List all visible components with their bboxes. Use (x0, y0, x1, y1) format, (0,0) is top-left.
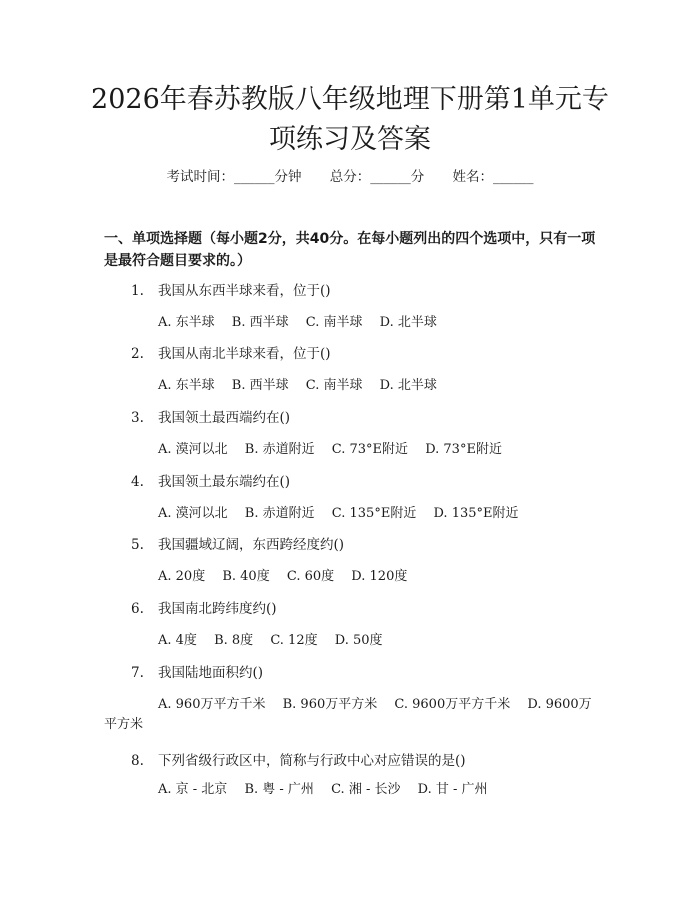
question-number: 6. (131, 601, 144, 617)
option-c[interactable]: C. 9600万平方千米 (394, 697, 511, 712)
option-d[interactable]: D. 甘 - 广州 (417, 782, 488, 797)
option-a[interactable]: A. 东半球 (158, 378, 215, 393)
option-a[interactable]: A. 漠河以北 (158, 442, 228, 457)
question-1-options (158, 313, 437, 333)
option-b[interactable]: B. 西半球 (231, 315, 289, 330)
question-number: 1. (131, 283, 144, 299)
option-a[interactable]: A. 京 - 北京 (158, 782, 228, 797)
question-2 (131, 344, 331, 364)
question-2-options (158, 376, 437, 396)
title-line-2: 项练习及答案 (269, 124, 431, 155)
title-line-1: 2026年春苏教版八年级地理下册第1单元专 (91, 84, 609, 115)
option-d[interactable]: D. 北半球 (379, 315, 437, 330)
question-text: 下列省级行政区中，简称与行政中心对应错误的是() (158, 753, 466, 769)
option-a[interactable]: A. 20度 (158, 569, 206, 584)
question-7 (131, 663, 263, 683)
section-heading-line-2: 是最符合题目要求的。） (104, 253, 251, 269)
option-d[interactable]: D. 135°E附近 (433, 506, 519, 521)
option-c[interactable]: C. 12度 (270, 633, 318, 648)
total-score: 总分：______分 (329, 169, 425, 185)
option-a[interactable]: A. 东半球 (158, 315, 215, 330)
option-c[interactable]: C. 湘 - 长沙 (331, 782, 401, 797)
question-text: 我国疆域辽阔，东西跨经度约() (158, 537, 345, 553)
option-b[interactable]: B. 赤道附近 (244, 442, 315, 457)
exam-meta (60, 167, 640, 187)
option-d[interactable]: D. 120度 (351, 569, 408, 584)
question-text: 我国南北跨纬度约() (158, 601, 277, 617)
option-a[interactable]: A. 漠河以北 (158, 506, 228, 521)
option-b[interactable]: B. 赤道附近 (244, 506, 315, 521)
section-heading-line-1: 一、单项选择题（每小题2分，共40分。在每小题列出的四个选项中，只有一项 (104, 231, 596, 247)
option-d[interactable]: D. 50度 (334, 633, 383, 648)
question-6 (131, 599, 277, 619)
option-d[interactable]: D. 73°E附近 (425, 442, 502, 457)
question-5 (131, 535, 344, 555)
question-4 (131, 472, 290, 492)
option-c[interactable]: C. 73°E附近 (331, 442, 409, 457)
question-1 (131, 281, 331, 301)
question-3 (131, 408, 290, 428)
question-6-options (158, 631, 383, 651)
question-number: 8. (131, 753, 144, 769)
page-title (60, 80, 640, 160)
question-number: 3. (131, 410, 144, 426)
option-b[interactable]: B. 粤 - 广州 (244, 782, 314, 797)
question-8-options (158, 780, 488, 800)
question-text: 我国从南北半球来看，位于() (158, 346, 331, 362)
question-4-options (158, 504, 519, 524)
option-a[interactable]: A. 4度 (158, 633, 197, 648)
question-number: 4. (131, 474, 144, 490)
option-c[interactable]: C. 南半球 (305, 378, 363, 393)
student-name: 姓名：______ (452, 169, 534, 185)
question-text: 我国领土最西端约在() (158, 410, 291, 426)
section-heading (104, 228, 602, 272)
question-7-options (104, 695, 602, 735)
question-8 (131, 751, 466, 771)
option-b[interactable]: B. 8度 (214, 633, 254, 648)
question-text: 我国从东西半球来看，位于() (158, 283, 331, 299)
question-number: 7. (131, 665, 144, 681)
option-c[interactable]: C. 60度 (286, 569, 335, 584)
option-b[interactable]: B. 960万平方米 (282, 697, 378, 712)
exam-time: 考试时间：______分钟 (166, 169, 302, 185)
option-b[interactable]: B. 西半球 (231, 378, 289, 393)
option-d[interactable]: D. 9600万平方米 (104, 697, 592, 732)
question-text: 我国领土最东端约在() (158, 474, 291, 490)
option-d[interactable]: D. 北半球 (379, 378, 437, 393)
question-3-options (158, 440, 502, 460)
question-text: 我国陆地面积约() (158, 665, 264, 681)
option-c[interactable]: C. 135°E附近 (331, 506, 417, 521)
question-number: 2. (131, 346, 144, 362)
question-number: 5. (131, 537, 144, 553)
option-c[interactable]: C. 南半球 (305, 315, 363, 330)
question-5-options (158, 567, 407, 587)
option-a[interactable]: A. 960万平方千米 (158, 697, 266, 712)
option-b[interactable]: B. 40度 (222, 569, 270, 584)
